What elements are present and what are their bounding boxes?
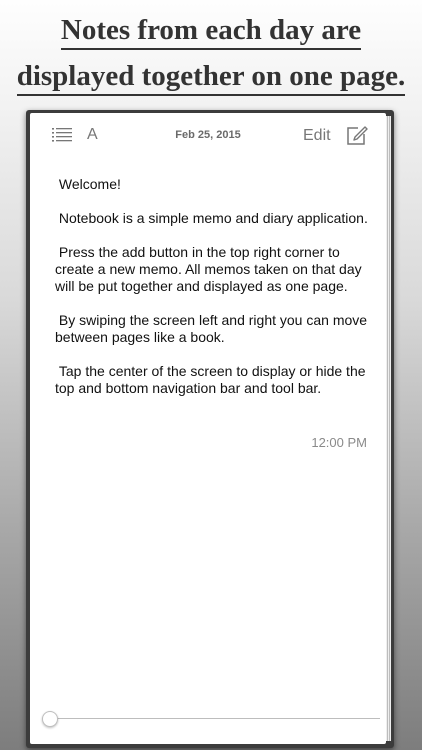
notebook-page[interactable] — [30, 113, 386, 744]
note-paragraph: Tap the center of the screen to display or hide the top and bottom navigation bar and tool bar. — [55, 363, 370, 396]
note-paragraph: By swiping the screen left and right you can move between pages like a book. — [55, 312, 371, 345]
page-slider-thumb[interactable] — [42, 711, 58, 727]
promo-headline-line-2: displayed together on one page. — [17, 58, 406, 96]
compose-icon[interactable] — [346, 124, 368, 146]
edit-button[interactable]: Edit — [303, 127, 331, 144]
promo-headline — [0, 8, 422, 100]
note-paragraph: Welcome! — [55, 176, 121, 192]
note-paragraph: Press the add button in the top right corner to create a new memo. All memos taken on that day will be put together and displayed as one page. — [55, 244, 366, 294]
memo-timestamp: 12:00 PM — [311, 435, 367, 450]
page-slider-track[interactable] — [42, 718, 380, 719]
note-text[interactable] — [55, 176, 373, 397]
promo-headline-line-1: Notes from each day are — [61, 12, 361, 50]
note-paragraph: Notebook is a simple memo and diary application. — [55, 210, 368, 226]
navigation-bar — [30, 113, 386, 157]
notebook-page-edges — [386, 116, 391, 741]
font-button[interactable]: A — [87, 126, 98, 143]
page-date: Feb 25, 2015 — [175, 129, 241, 141]
page-slider[interactable] — [42, 709, 380, 729]
